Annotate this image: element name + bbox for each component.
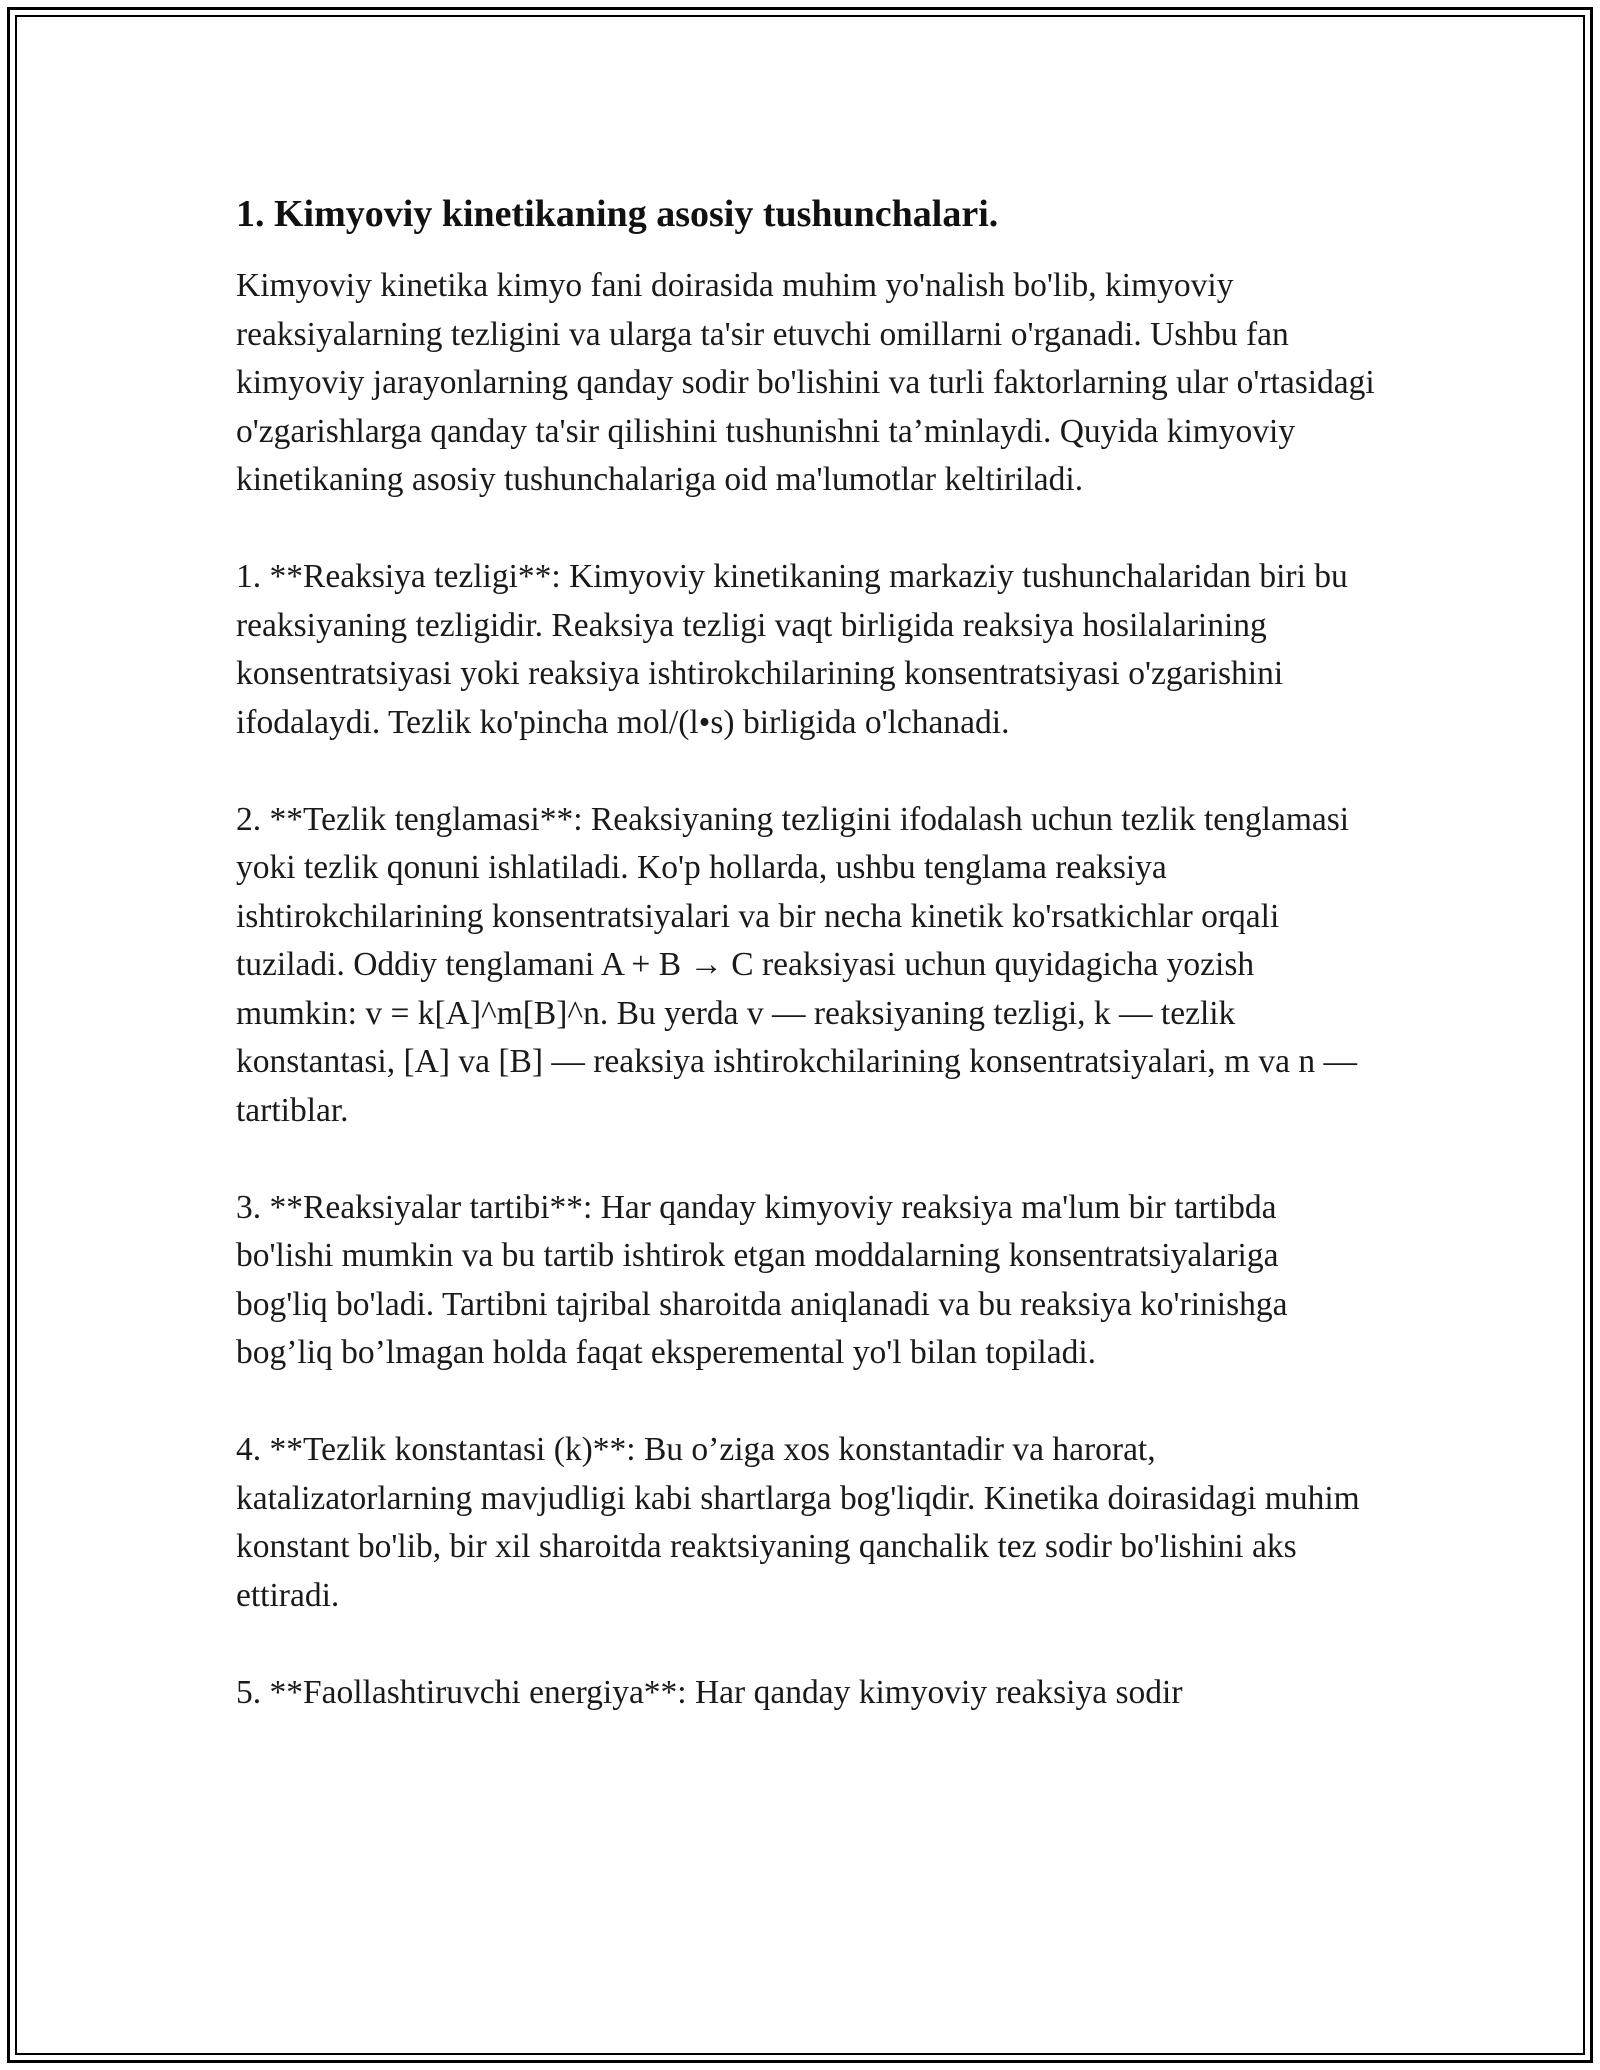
section-heading: 1. Kimyoviy kinetikaning asosiy tushunchalari. xyxy=(236,193,999,235)
paragraph-reaction-rate: 1. **Reaksiya tezligi**: Kimyoviy kinetikaning markaziy tushunchalaridan biri bu reaksiyaning tezligidir. Reaksiya tezligi vaqt birligida reaksiya hosilalarining konsentratsiyasi yoki reaksiya ishtirokchilarining konsentratsiyasi o'zgarishini ifodalaydi. Tezlik ko'pincha mol/(l•s) birligida o'lchanadi. xyxy=(236,558,1348,741)
paragraph-reaction-order: 3. **Reaksiyalar tartibi**: Har qanday kimyoviy reaksiya ma'lum bir tartibda bo'lishi mumkin va bu tartib ishtirok etgan moddalarning konsentratsiyalariga bog'liq bo'ladi. Tartibni tajribal sharoitda aniqlanadi va bu reaksiya ko'rinishga bog’liq bo’lmagan holda faqat eksperemental yo'l bilan topiladi. xyxy=(236,1188,1288,1371)
paragraph-rate-constant: 4. **Tezlik konstantasi (k)**: Bu o’ziga xos konstantadir va harorat, katalizatorlarning mavjudligi kabi shartlarga bog'liqdir. Kinetika doirasidagi muhim konstant bo'lib, bir xil sharoitda reaktsiyaning qanchalik tez sodir bo'lishini aks ettiradi. xyxy=(236,1431,1360,1614)
intro-paragraph: Kimyoviy kinetika kimyo fani doirasida muhim yo'nalish bo'lib, kimyoviy reaksiyalarning tezligini va ularga ta'sir etuvchi omillarni o'rganadi. Ushbu fan kimyoviy jarayonlarning qanday sodir bo'lishini va turli faktorlarning ular o'rtasidagi o'zgarishlarga qanday ta'sir qilishini tushunishni ta’minlaydi. Quyida kimyoviy kinetikaning asosiy tushunchalariga oid ma'lumotlar keltiriladi. xyxy=(236,267,1375,498)
paragraph-rate-equation: 2. **Tezlik tenglamasi**: Reaksiyaning tezligini ifodalash uchun tezlik tenglamasi yoki tezlik qonuni ishlatiladi. Ko'p hollarda, ushbu tenglama reaksiya ishtirokchilarining konsentratsiyalari va bir necha kinetik ko'rsatkichlar orqali tuziladi. Oddiy tenglamani A + B → C reaksiyasi uchun quyidagicha yozish mumkin: v = k[A]^m[B]^n. Bu yerda v — reaksiyaning tezligi, k — tezlik konstantasi, [A] va [B] — reaksiya ishtirokchilarining konsentratsiyalari, m va n — tartiblar. xyxy=(236,800,1358,1129)
document-body xyxy=(236,188,1376,1766)
paragraph-activation-energy: 5. **Faollashtiruvchi energiya**: Har qanday kimyoviy reaksiya sodir xyxy=(236,1673,1183,1711)
